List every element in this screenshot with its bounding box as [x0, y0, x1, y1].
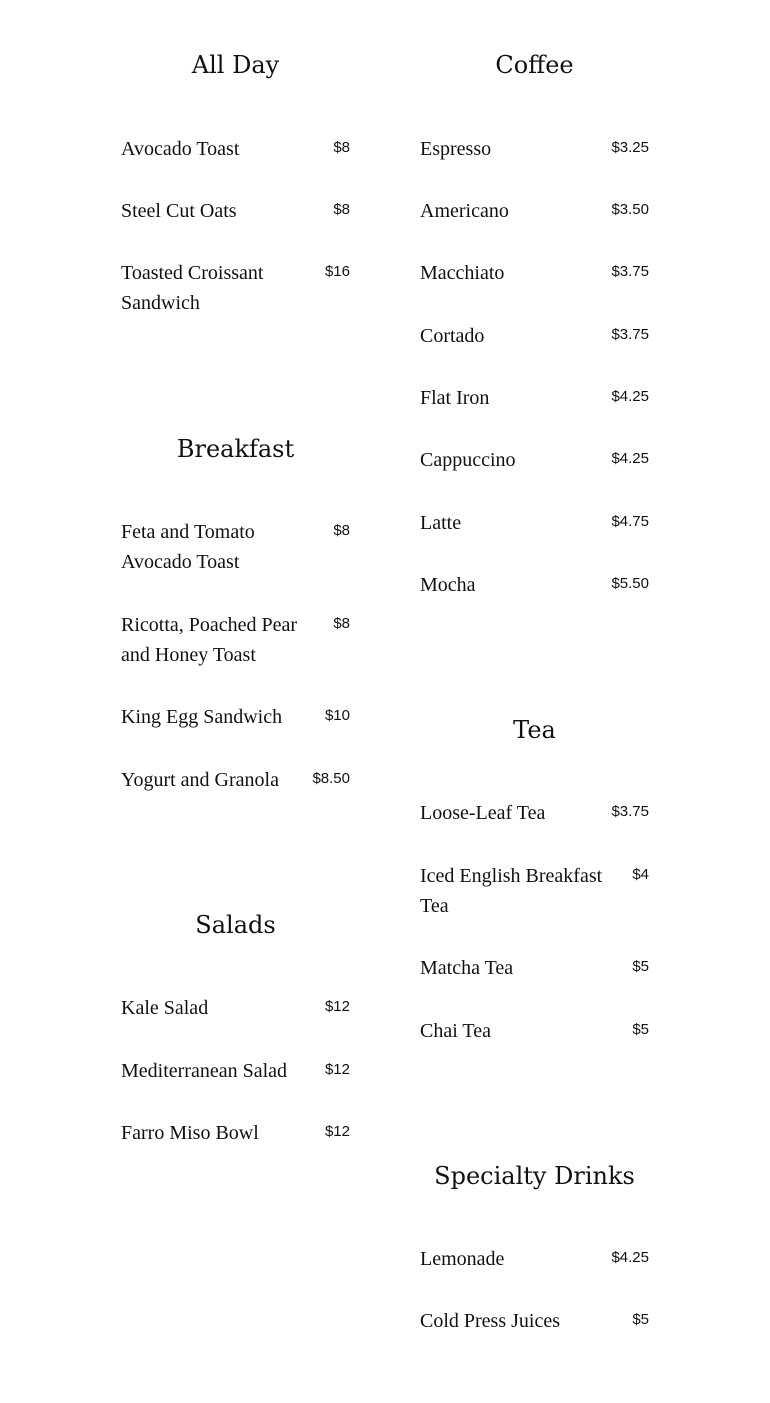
menu-item-price: $3.50	[611, 201, 649, 218]
menu-item-name: Avocado Toast	[121, 138, 240, 160]
menu-item-name: Chai Tea	[420, 1020, 491, 1042]
menu-item-name: Loose-Leaf Tea	[420, 802, 546, 824]
menu-item-name: Cold Press Juices	[420, 1310, 560, 1332]
menu-item-name: Kale Salad	[121, 997, 209, 1019]
menu-item-name: Iced English Breakfast Tea	[420, 865, 603, 917]
menu-item-price: $4.25	[611, 1249, 649, 1266]
menu-item-price: $4	[632, 866, 649, 883]
menu-item-price: $5	[632, 958, 649, 975]
menu-item-name: Cappuccino	[420, 449, 516, 471]
section-title-breakfast: Breakfast	[176, 435, 295, 463]
menu-item-name: Mocha	[420, 574, 476, 596]
menu-item-name: Toasted Croissant Sandwich	[121, 262, 264, 314]
menu-item-price: $12	[324, 1123, 350, 1140]
menu-item-price: $4.25	[611, 450, 649, 467]
menu-item-price: $10	[324, 707, 350, 724]
menu-item-name: Steel Cut Oats	[121, 200, 237, 222]
menu-item-price: $8	[333, 201, 350, 218]
menu-item-price: $3.75	[611, 263, 649, 280]
menu-item-price: $4.25	[611, 388, 649, 405]
menu-item-name: Latte	[420, 512, 462, 534]
menu-item-price: $4.75	[611, 513, 649, 530]
menu-item-price: $5	[632, 1021, 649, 1038]
menu-item-name: King Egg Sandwich	[121, 706, 283, 728]
menu-item-name: Ricotta, Poached Pear and Honey Toast	[121, 614, 298, 666]
menu-item-name: Macchiato	[420, 262, 505, 284]
menu-item-price: $3.75	[611, 326, 649, 343]
menu-item-price: $3.75	[611, 803, 649, 820]
menu-item-price: $16	[324, 263, 350, 280]
menu-item-name: Yogurt and Granola	[121, 769, 279, 791]
menu-item-name: Farro Miso Bowl	[121, 1122, 259, 1144]
menu-item-price: $8	[333, 139, 350, 156]
menu-item-price: $5	[632, 1311, 649, 1328]
section-title-all-day: All Day	[191, 51, 280, 79]
menu-item-price: $12	[324, 1061, 350, 1078]
menu-item-name: Americano	[420, 200, 509, 222]
section-title-specialty-drinks: Specialty Drinks	[434, 1162, 635, 1190]
menu-item-name: Espresso	[420, 138, 492, 160]
menu-item-name: Lemonade	[420, 1248, 505, 1270]
section-title-tea: Tea	[513, 716, 556, 744]
menu-item-price: $8	[333, 522, 350, 539]
menu-item-price: $12	[324, 998, 350, 1015]
menu-item-price: $3.25	[611, 139, 649, 156]
menu-item-price: $8.50	[312, 770, 350, 787]
menu-item-name: Matcha Tea	[420, 957, 514, 979]
menu-item-name: Flat Iron	[420, 387, 490, 409]
section-title-coffee: Coffee	[495, 51, 574, 79]
section-title-salads: Salads	[195, 911, 276, 939]
menu-item-name: Cortado	[420, 325, 485, 347]
menu-item-name: Mediterranean Salad	[121, 1060, 288, 1082]
menu-item-price: $8	[333, 615, 350, 632]
menu-item-name: Feta and Tomato Avocado Toast	[121, 521, 255, 573]
menu-item-price: $5.50	[611, 575, 649, 592]
